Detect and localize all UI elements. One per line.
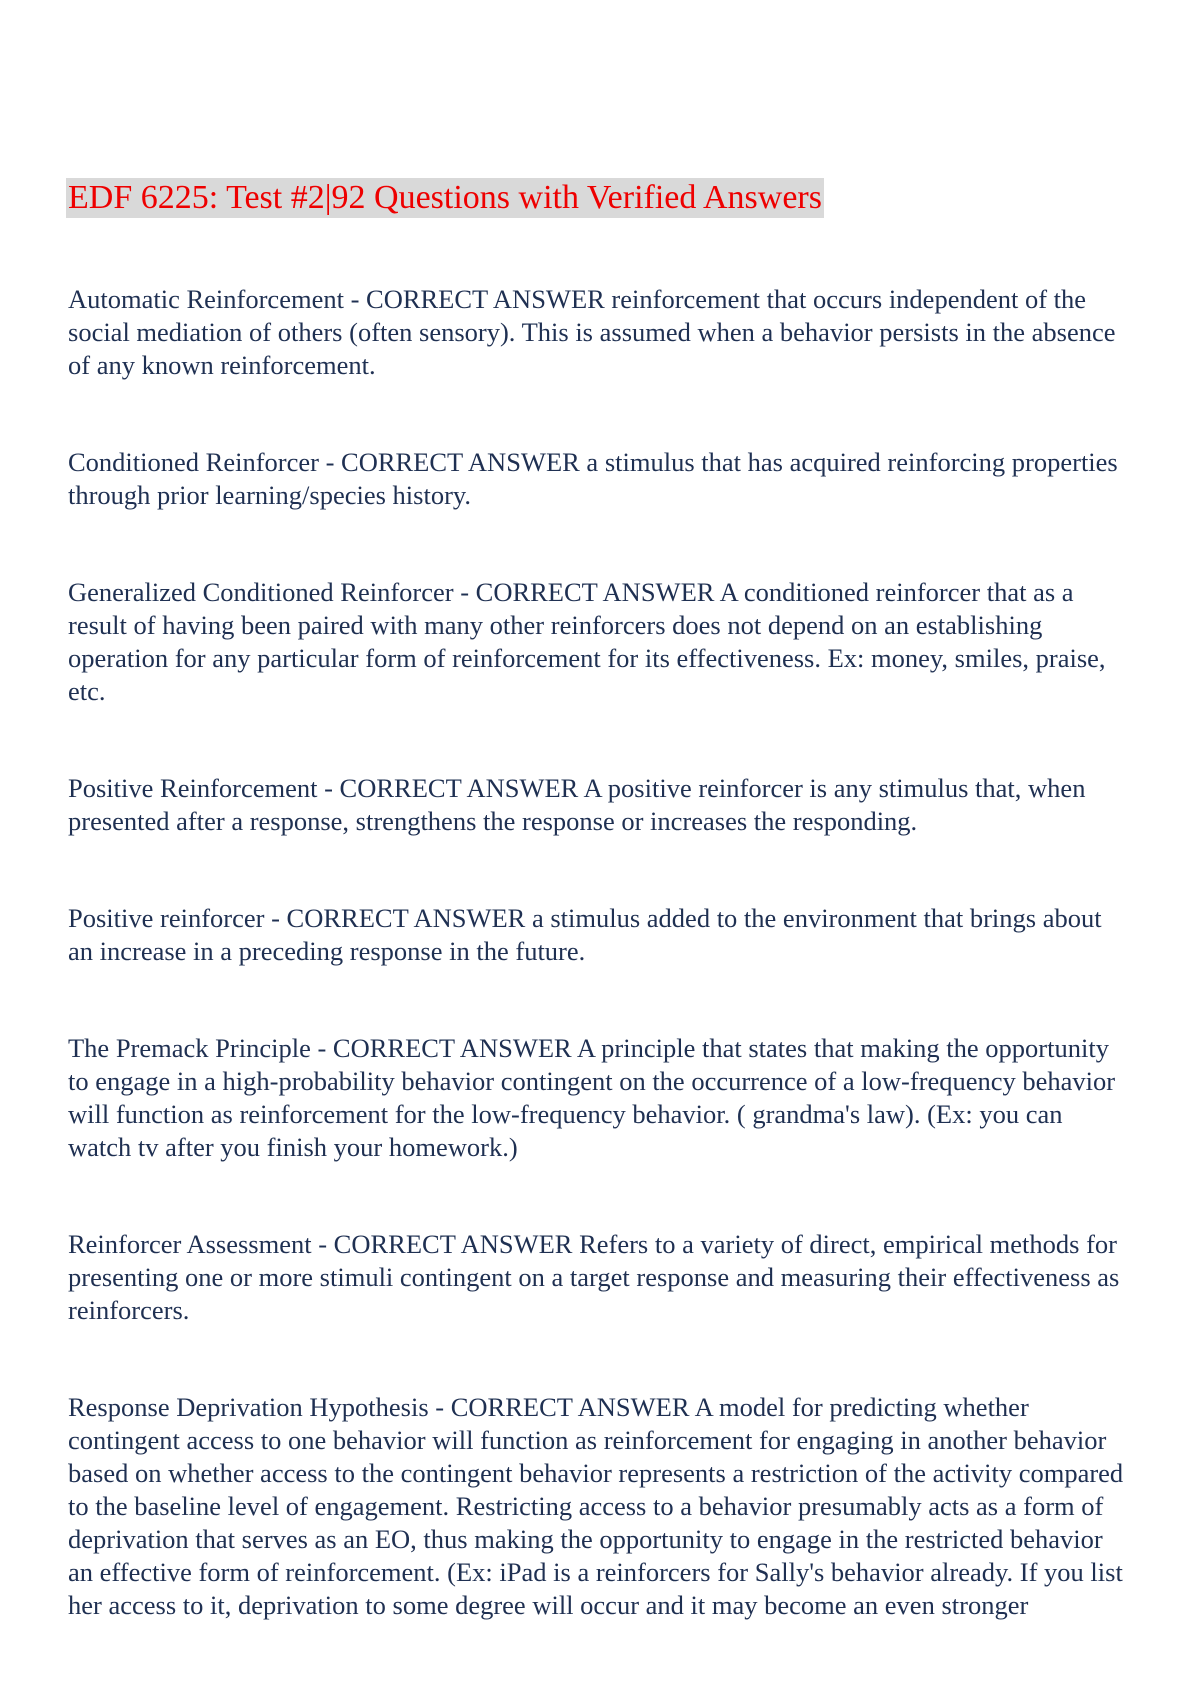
flashcard-entry (68, 1032, 1128, 1164)
flashcard-entry (68, 1228, 1128, 1327)
flashcard-text: Generalized Conditioned Reinforcer - CORRECT ANSWER A conditioned reinforcer that as a result of having been paired with many other reinforcers does not depend on an establishing operation for any particular form of reinforcement for its effectiveness. Ex: money, smiles, praise, etc. (68, 577, 1106, 706)
flashcard-text: Response Deprivation Hypothesis - CORRECT ANSWER A model for predicting whether contingent access to one behavior will function as reinforcement for engaging in another behavior based on whether access to the contingent behavior represents a restriction of the activity compared to the baseline level of engagement. Restricting access to a behavior presumably acts as a form of deprivation that serves as an EO, thus making the opportunity to engage in the restricted behavior an effective form of reinforcement. (Ex: iPad is a reinforcers for Sally's behavior already. If you list her access to it, deprivation to some degree will occur and it may become an even stronger (68, 1392, 1124, 1620)
flashcard-entry (68, 446, 1128, 512)
flashcard-text: Conditioned Reinforcer - CORRECT ANSWER a stimulus that has acquired reinforcing properties through prior learning/species history. (68, 447, 1118, 510)
flashcard-entry (68, 576, 1128, 708)
flashcard-entry (68, 283, 1128, 382)
flashcard-entry (68, 902, 1128, 968)
flashcard-list (68, 283, 1128, 1686)
flashcard-text: The Premack Principle - CORRECT ANSWER A principle that states that making the opportunity to engage in a high-probability behavior contingent on the occurrence of a low-frequency behavior will function as reinforcement for the low-frequency behavior. ( grandma's law). (Ex: you can watch tv after you finish your homework.) (68, 1033, 1116, 1162)
flashcard-text: Automatic Reinforcement - CORRECT ANSWER reinforcement that occurs independent of the social mediation of others (often sensory). This is assumed when a behavior persists in the absence of any known reinforcement. (68, 284, 1116, 380)
flashcard-entry (68, 1391, 1128, 1622)
flashcard-text: Positive reinforcer - CORRECT ANSWER a stimulus added to the environment that brings about an increase in a preceding response in the future. (68, 903, 1102, 966)
flashcard-text: Positive Reinforcement - CORRECT ANSWER A positive reinforcer is any stimulus that, when presented after a response, strengthens the response or increases the responding. (68, 773, 1086, 836)
flashcard-text: Reinforcer Assessment - CORRECT ANSWER Refers to a variety of direct, empirical methods for presenting one or more stimuli contingent on a target response and measuring their effectiveness as reinforcers. (68, 1229, 1120, 1325)
flashcard-entry (68, 772, 1128, 838)
document-title: EDF 6225: Test #2|92 Questions with Verified Answers (68, 179, 822, 216)
